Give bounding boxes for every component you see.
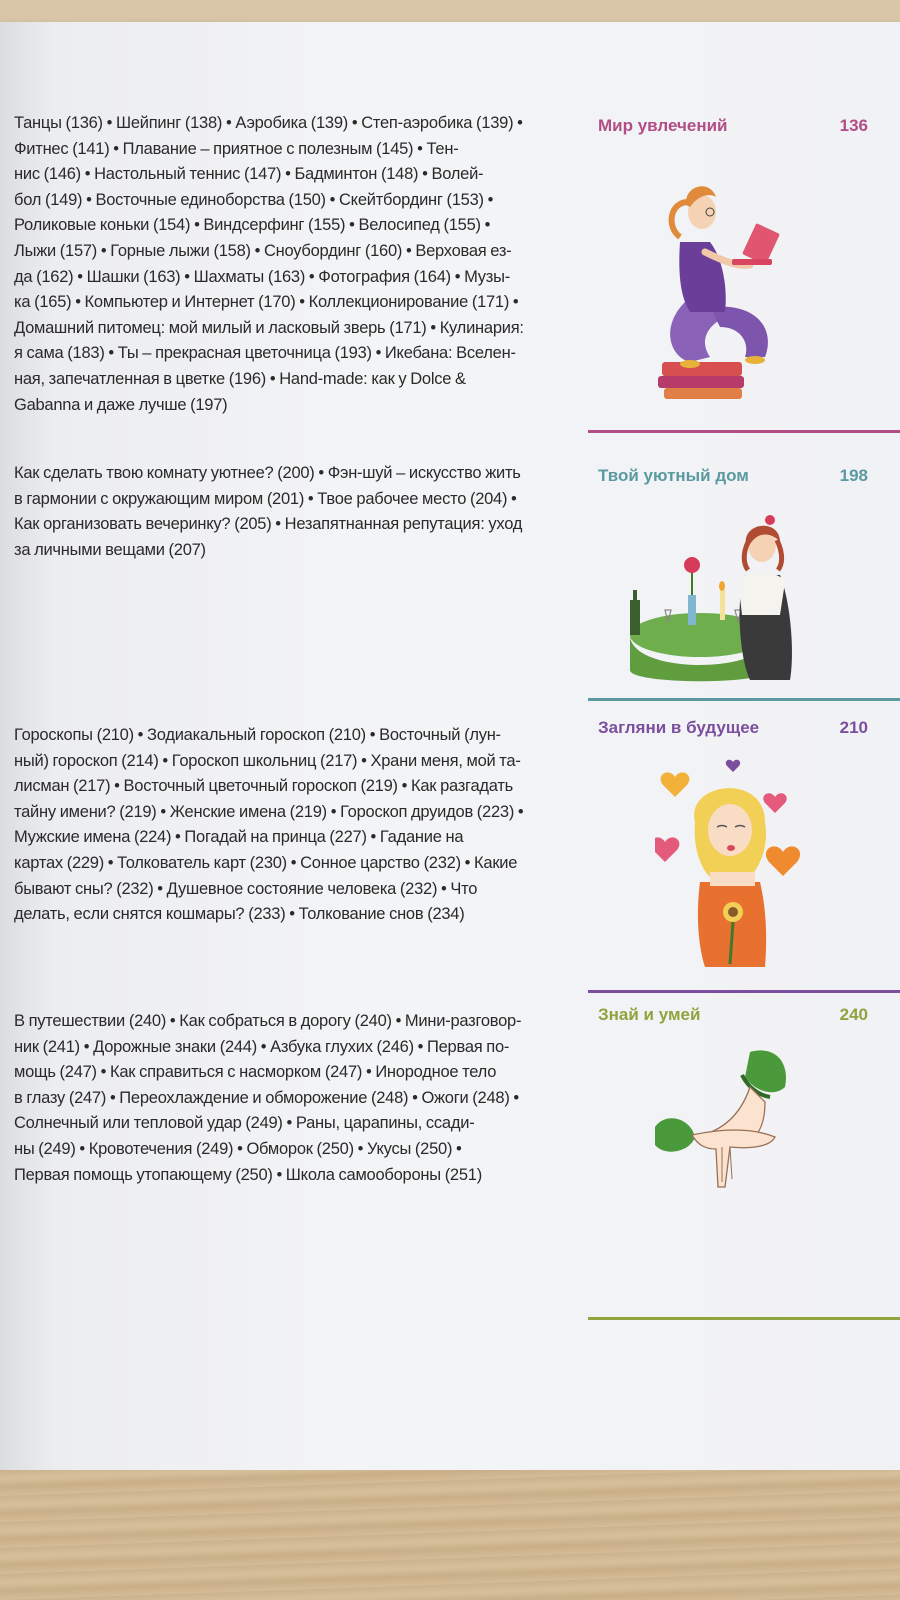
hands-pulse-illustration <box>650 1047 810 1197</box>
section-page-number: 210 <box>839 718 868 737</box>
section-text: В путешествии (240) • Как собраться в дорогу (240) • Мини-разговор- ник (241) • Дорожные знаки (244) • Азбука глухих (246) • Первая по- мощь (247) • Как справиться с насморком (247) • Инородное тело в глазу (247) • Переохлаждение и обморожение (248) • Ожоги (248) • Солнечный или тепловой удар (249) • Раны, царапины, ссади- ны (249) • Кровотечения (249) • Обморок (250) • Укусы (250) • Первая помощь утопающему (250) • Школа самообороны (251) <box>14 1012 522 1184</box>
section-divider <box>588 990 900 993</box>
section-page-number: 198 <box>839 466 868 485</box>
section-divider <box>588 698 900 701</box>
book-page <box>0 22 900 1470</box>
wooden-table-background <box>0 1470 900 1600</box>
girl-with-laptop-illustration <box>650 157 790 407</box>
section-divider <box>588 430 900 433</box>
section-page-number: 240 <box>839 1005 868 1024</box>
girl-with-hearts-illustration <box>655 752 805 967</box>
section-title: Твой уютный дом <box>598 466 749 485</box>
section-text: Как сделать твою комнату уютнее? (200) • Фэн-шуй – искусство жить в гармонии с окружающим миром (201) • Твое рабочее место (204) • Как организовать вечеринку? (205) • Незапятнанная репутация: уход за личными вещами (207) <box>14 464 523 559</box>
dinner-table-girl-illustration <box>620 500 800 685</box>
section-text: Танцы (136) • Шейпинг (138) • Аэробика (139) • Степ-аэробика (139) • Фитнес (141) • Плавание – приятное с полезным (145) • Тен- нис (146) • Настольный теннис (147) • Бадминтон (148) • Волей- бол (149) • Восточные единоборства (150) • Скейтбординг (153) • Роликовые коньки (154) • Виндсерфинг (155) • Велосипед (155) • Лыжи (157) • Горные лыжи (158) • Сноубординг (160) • Верховая ез- да (162) • Шашки (163) • Шахматы (163) • Фотография (164) • Музы- ка (165) • Компьютер и Интернет (170) • Коллекционирование (171) • Домашний питомец: мой милый и ласковый зверь (171) • Кулинария: я сама (183) • Ты – прекрасная цветочница (193) • Икебана: Вселен- ная, запечатленная в цветке (196) • Hand-made: как у Dolce & Gabanna и даже лучше (197) <box>14 114 524 414</box>
section-title: Знай и умей <box>598 1005 701 1024</box>
section-text: Гороскопы (210) • Зодиакальный гороскоп (210) • Восточный (лун- ный) гороскоп (214) • Гороскоп школьниц (217) • Храни меня, мой та- лисман (217) • Восточный цветочный гороскоп (219) • Как разгадать тайну имени? (219) • Женские имена (219) • Гороскоп друидов (223) • Мужские имена (224) • Погадай на принца (227) • Гадание на картах (229) • Толкователь карт (230) • Сонное царство (232) • Какие бывают сны? (232) • Душевное состояние человека (232) • Что делать, если снятся кошмары? (233) • Толкование снов (234) <box>14 726 524 924</box>
section-divider <box>588 1317 900 1320</box>
section-title: Мир увлечений <box>598 116 728 135</box>
section-title: Загляни в будущее <box>598 718 760 737</box>
section-page-number: 136 <box>839 116 868 135</box>
